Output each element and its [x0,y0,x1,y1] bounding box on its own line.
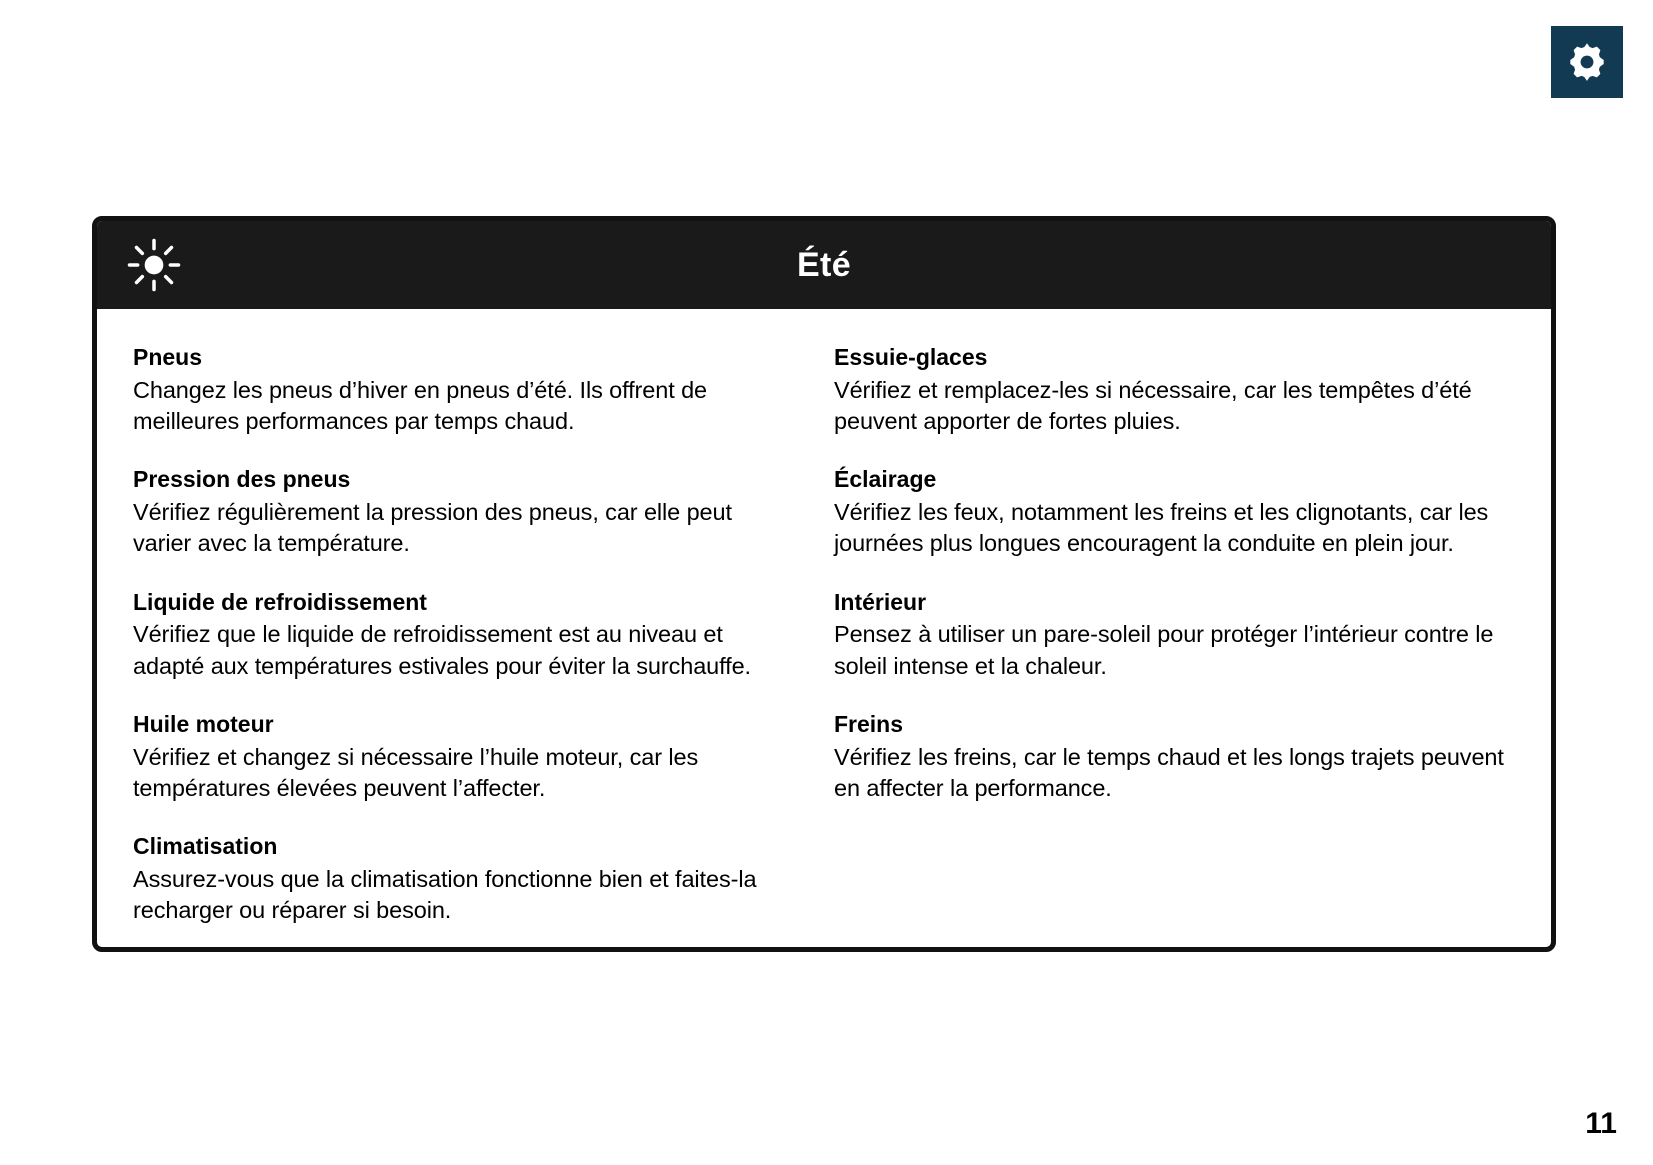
season-card [92,216,1556,952]
column-left [133,343,824,927]
tip-item [834,465,1515,559]
tip-text: Changez les pneus d’hiver en pneus d’été. Ils offrent de meilleures performances par temps chaud. [133,376,708,434]
tip-item [133,710,776,804]
sun-icon [123,234,185,296]
tip-text: Assurez-vous que la climatisation fonctionne bien et faites-la recharger ou réparer si besoin. [133,865,757,923]
tip-title: Liquide de refroidissement [133,588,427,615]
tip-title: Climatisation [133,833,278,859]
tip-title: Freins [834,710,904,737]
tip-title: Huile moteur [133,710,274,737]
tip-text: Vérifiez les freins, car le temps chaud et les longs trajets peuvent en affecter la performance. [834,743,1504,801]
tip-title: Pneus [133,344,203,370]
tip-item [133,832,776,926]
tip-text: Vérifiez et changez si nécessaire l’huile moteur, car les températures élevées peuvent l’affecter. [133,743,699,801]
tip-text: Vérifiez les feux, notamment les freins et les clignotants, car les journées plus longues encouragent la conduite en plein jour. [834,499,1489,557]
page-number: 11 [1585,1107,1617,1140]
tip-item [133,465,776,559]
gear-icon [1565,40,1609,84]
tip-item [834,710,1515,804]
column-right [824,343,1515,927]
tip-title: Pression des pneus [133,466,351,493]
tip-text: Pensez à utiliser un pare-soleil pour protéger l’intérieur contre le soleil intense et la chaleur. [834,621,1494,679]
tip-title: Éclairage [834,466,937,493]
tip-text: Vérifiez régulièrement la pression des pneus, car elle peut varier avec la température. [133,499,732,557]
card-header [97,221,1551,309]
tip-title: Essuie-glaces [834,344,988,370]
tip-item [834,588,1515,682]
card-body [97,309,1551,947]
settings-badge [1551,26,1623,98]
tip-item [133,343,776,437]
tip-text: Vérifiez et remplacez-les si nécessaire, car les tempêtes d’été peuvent apporter de fortes pluies. [834,376,1472,434]
card-title: Été [796,245,852,284]
tip-item [834,343,1515,437]
tip-item [133,588,776,682]
tip-text: Vérifiez que le liquide de refroidissement est au niveau et adapté aux températures estivales pour éviter la surchauffe. [133,621,751,679]
tip-title: Intérieur [834,588,927,615]
